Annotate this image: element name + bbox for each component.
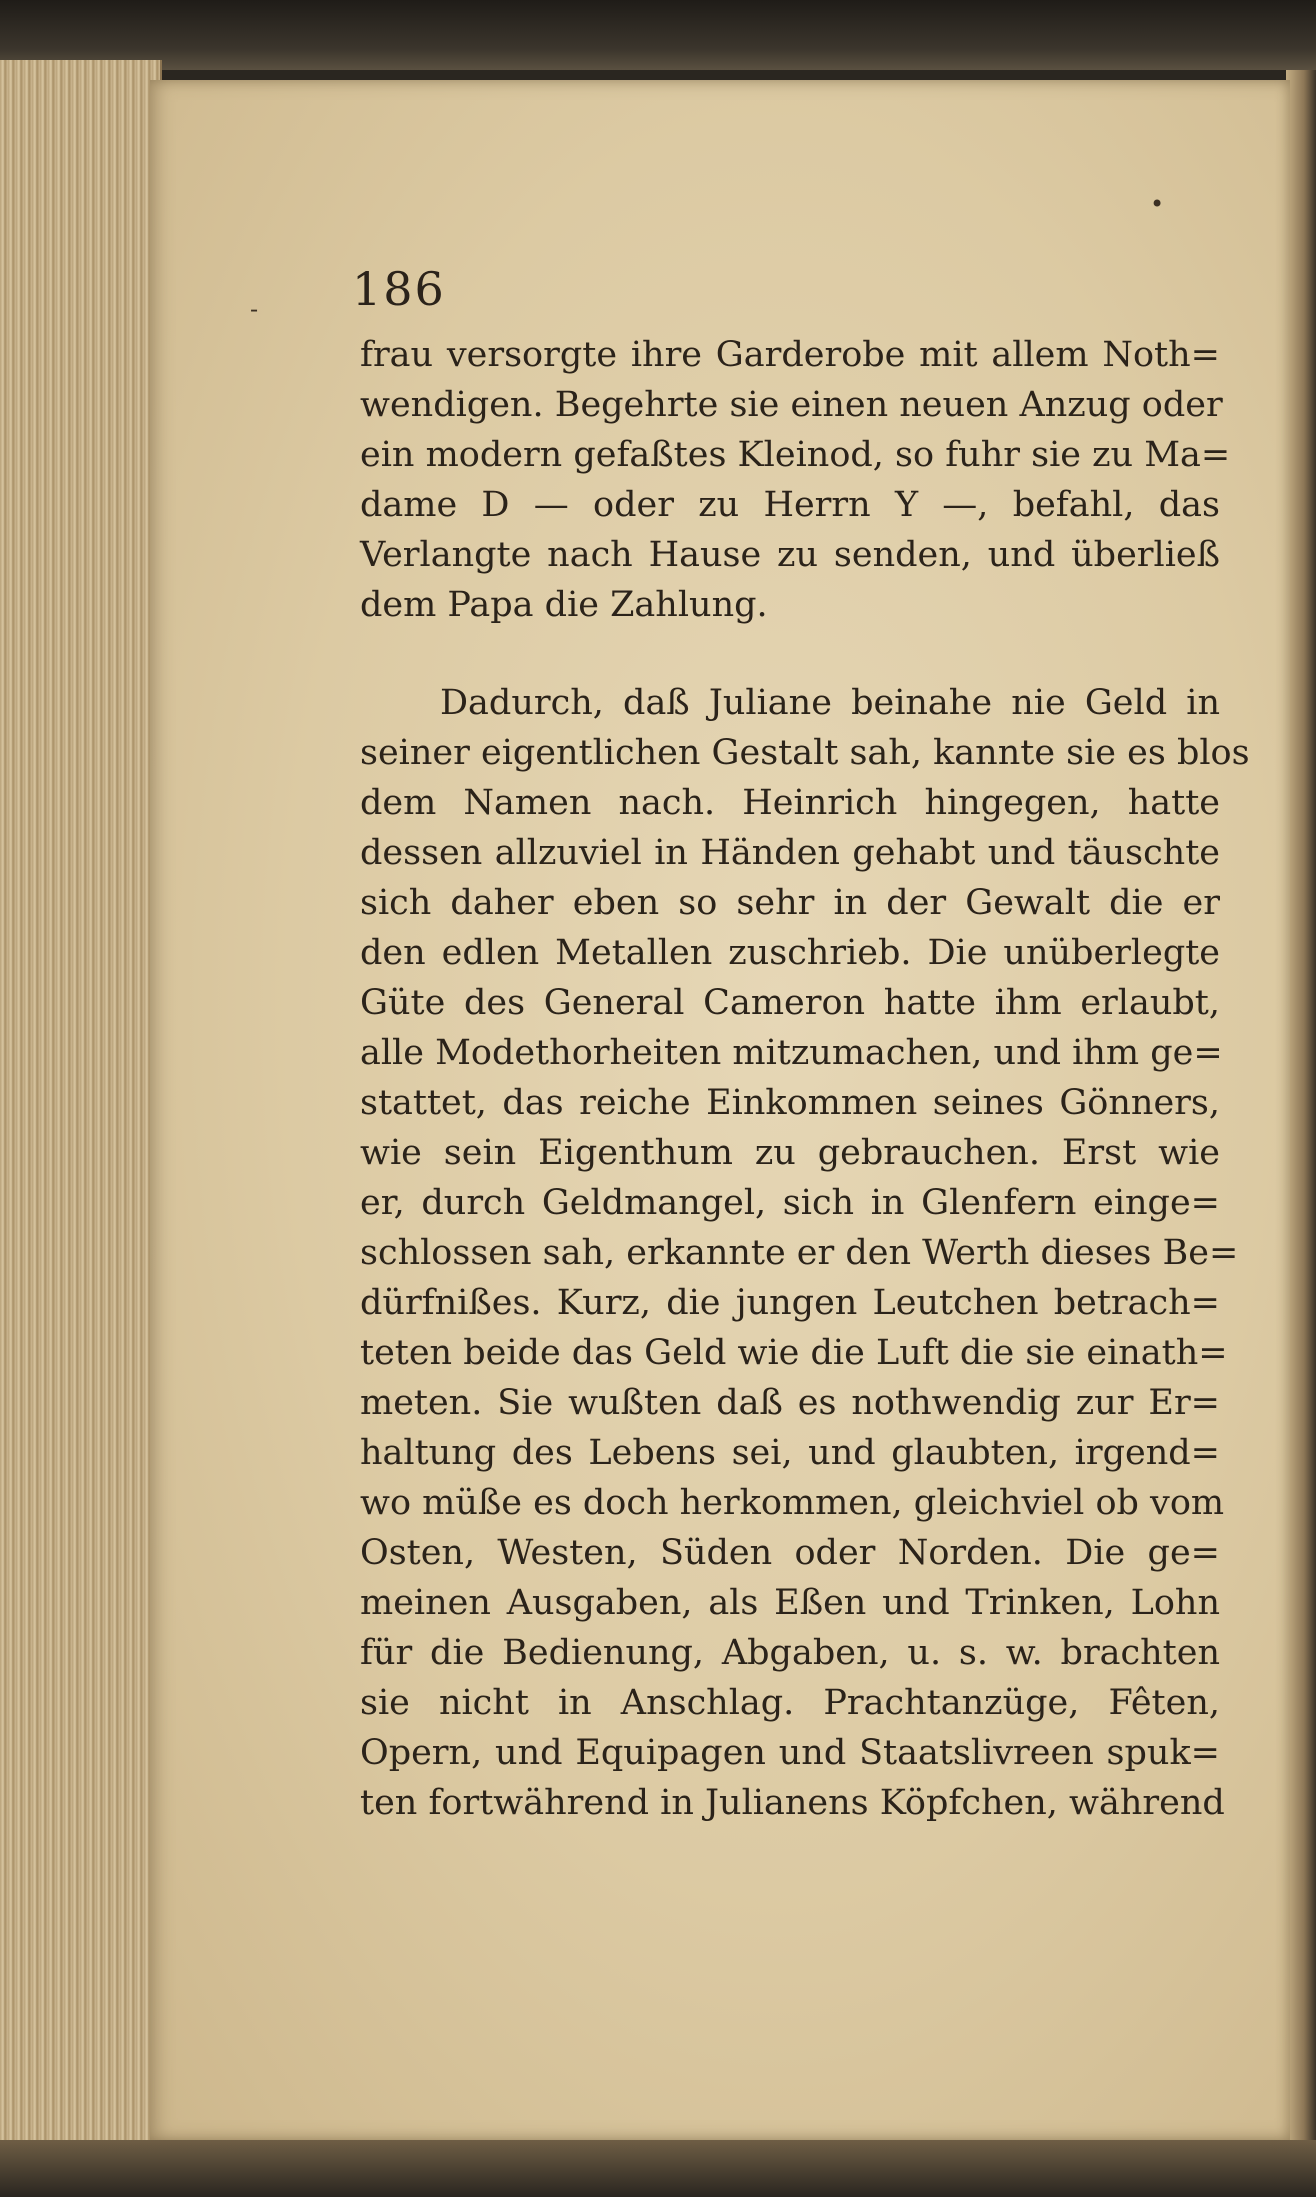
text-line: alle Modethorheiten mitzumachen, und ihm ge= [360, 1033, 1223, 1073]
page-number: 186 [352, 262, 446, 316]
text-line: sich daher eben so sehr in der Gewalt die er [360, 883, 1220, 923]
text-line: wo müße es doch herkommen, gleichviel ob vom [360, 1483, 1225, 1523]
text-line: er, durch Geldmangel, sich in Glenfern einge= [360, 1183, 1220, 1223]
text-line: ein modern gefaßtes Kleinod, so fuhr sie zu Ma= [360, 435, 1231, 475]
body-text [360, 330, 1250, 1828]
margin-dash: - [250, 295, 259, 323]
text-line: wendigen. Begehrte sie einen neuen Anzug oder [360, 385, 1223, 425]
text-line: frau versorgte ihre Garderobe mit allem Noth= [360, 335, 1220, 375]
page-stack-edge [0, 60, 162, 2140]
text-line: Dadurch, daß Juliane beinahe nie Geld in [440, 683, 1220, 723]
text-line: schlossen sah, erkannte er den Werth dieses Be= [360, 1233, 1239, 1273]
text-line: Opern, und Equipagen und Staatslivreen spuk= [360, 1733, 1220, 1773]
book-right-edge [1286, 70, 1316, 2150]
text-line: meinen Ausgaben, als Eßen und Trinken, Lohn [360, 1583, 1220, 1623]
paragraph-gap [360, 630, 1220, 678]
text-line: haltung des Lebens sei, und glaubten, irgend= [360, 1433, 1220, 1473]
text-line: seiner eigentlichen Gestalt sah, kannte sie es blos [360, 733, 1250, 773]
text-line: den edlen Metallen zuschrieb. Die unüberlegte [360, 933, 1220, 973]
paragraph-1 [360, 330, 1231, 630]
text-line: für die Bedienung, Abgaben, u. s. w. brachten [360, 1633, 1220, 1673]
text-line: dame D — oder zu Herrn Y —, befahl, das [360, 485, 1220, 525]
text-line: teten beide das Geld wie die Luft die sie einath= [360, 1333, 1228, 1373]
text-line: stattet, das reiche Einkommen seines Gönners, [360, 1083, 1220, 1123]
text-line: meten. Sie wußten daß es nothwendig zur Er= [360, 1383, 1220, 1423]
ink-speck: • [1150, 190, 1165, 218]
text-line: dem Namen nach. Heinrich hingegen, hatte [360, 783, 1220, 823]
paragraph-2 [360, 678, 1250, 1828]
text-line: dürfnißes. Kurz, die jungen Leutchen betrach= [360, 1283, 1220, 1323]
book-cover-top [0, 0, 1316, 70]
text-line: dessen allzuviel in Händen gehabt und täuschte [360, 833, 1220, 873]
text-line: Osten, Westen, Süden oder Norden. Die ge= [360, 1533, 1220, 1573]
book-bottom-edge [0, 2140, 1316, 2197]
text-line: ten fortwährend in Julianens Köpfchen, während [360, 1783, 1225, 1823]
text-line: sie nicht in Anschlag. Prachtanzüge, Fêten, [360, 1683, 1220, 1723]
text-line: wie sein Eigenthum zu gebrauchen. Erst wie [360, 1133, 1220, 1173]
text-line: Verlangte nach Hause zu senden, und überließ [360, 535, 1220, 575]
text-line: Güte des General Cameron hatte ihm erlaubt, [360, 983, 1220, 1023]
text-line: dem Papa die Zahlung. [360, 585, 768, 625]
